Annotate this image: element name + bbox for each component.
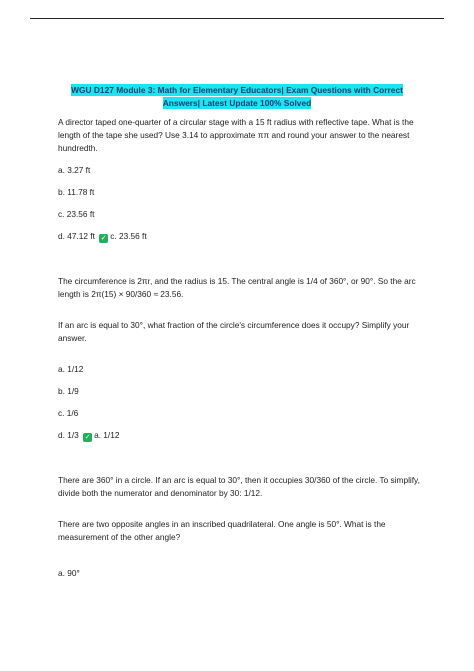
q1-option-d: d. 47.12 ft: [58, 231, 95, 241]
check-icon: ✓: [100, 235, 107, 242]
document-body: [58, 116, 426, 589]
q1-explanation: The circumference is 2πr, and the radius is 15. The central angle is 1/4 of 360°, or 90°. So the arc length is 2π(15) × 90/360 ≈ 23.56.: [58, 276, 416, 299]
q2-explanation: There are 360° in a circle. If an arc is equal to 30°, then it occupies 30/360 of the circle. To simplify, divide both the numerator and denominator by 30: 1/12.: [58, 475, 420, 498]
q3-option-a: a. 90°: [58, 568, 80, 578]
title-line-1: WGU D127 Module 3: Math for Elementary Educators| Exam Questions with Correct: [71, 85, 403, 95]
document-title: [60, 84, 414, 110]
top-rule: [30, 18, 444, 19]
title-line-2: Answers| Latest Update 100% Solved: [162, 98, 312, 108]
q1-option-d-with-answer: [58, 230, 426, 243]
check-icon: ✓: [84, 434, 91, 441]
question-2-text: If an arc is equal to 30°, what fraction of the circle's circumference does it occupy? Simplify your answer.: [58, 320, 410, 343]
q1-option-a: a. 3.27 ft: [58, 165, 91, 175]
q1-answer: c. 23.56 ft: [110, 231, 147, 241]
q2-option-c: c. 1/6: [58, 408, 79, 418]
q1-option-c: c. 23.56 ft: [58, 209, 95, 219]
q2-answer: a. 1/12: [94, 430, 120, 440]
q2-option-d: d. 1/3: [58, 430, 79, 440]
q1-option-b: b. 11.78 ft: [58, 187, 95, 197]
q2-option-a: a. 1/12: [58, 364, 84, 374]
question-3-text: There are two opposite angles in an inscribed quadrilateral. One angle is 50°. What is the measurement of the other angle?: [58, 519, 386, 542]
q2-option-b: b. 1/9: [58, 386, 79, 396]
question-1-text: A director taped one-quarter of a circular stage with a 15 ft radius with reflective tape. What is the length of the tape she used? Use 3.14 to approximate ππ and round your answer to the nearest hundredth.: [58, 117, 414, 153]
q2-option-d-with-answer: [58, 429, 426, 442]
